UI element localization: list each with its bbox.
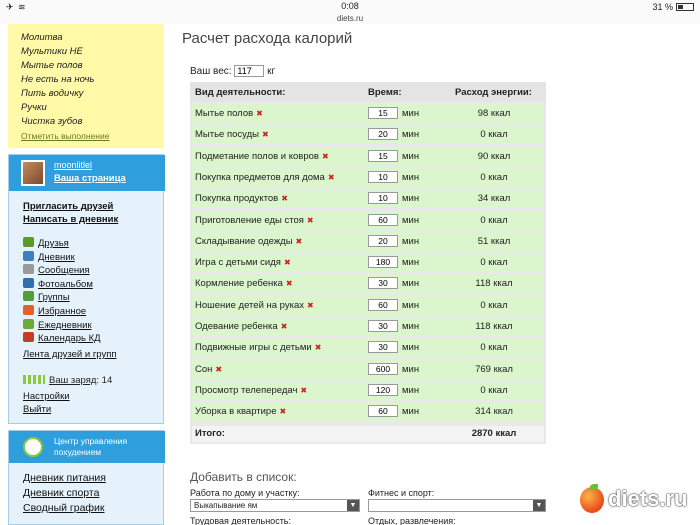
kcal-cell: 0 ккал <box>480 214 508 226</box>
menu-item[interactable] <box>23 237 69 249</box>
charge-indicator <box>23 375 112 386</box>
write-diary-link[interactable]: Написать в дневник <box>23 214 119 225</box>
menu-item-icon <box>23 264 34 274</box>
housework-label: Работа по дому и участку: <box>190 488 300 498</box>
activity-cell <box>195 342 321 353</box>
housework-selected: Выкапывание ям <box>194 501 258 510</box>
minutes-unit: мин <box>402 214 420 226</box>
kcal-cell: 51 ккал <box>477 235 511 247</box>
menu-item-label: Дневник <box>38 251 75 263</box>
calorie-table <box>190 82 546 444</box>
delete-icon[interactable]: ✖ <box>215 364 223 374</box>
col-time: Время: <box>368 87 402 98</box>
minutes-unit: мин <box>402 235 420 247</box>
task-item: Молитва <box>21 32 63 43</box>
minutes-unit: мин <box>402 193 420 205</box>
col-activity: Вид деятельности: <box>195 87 286 98</box>
activity-name: Одевание ребенка <box>195 321 278 332</box>
invite-friends-link[interactable]: Пригласить друзей <box>23 201 114 212</box>
activity-cell <box>195 215 314 226</box>
airplane-wifi-icon: ✈ ≋ <box>6 2 27 12</box>
kcal-cell: 0 ккал <box>480 299 508 311</box>
leisure-label: Отдых, развлечения: <box>368 516 456 525</box>
center-title: Центр управления похудением <box>54 436 128 457</box>
table-header <box>190 82 546 102</box>
minutes-input[interactable] <box>368 235 398 247</box>
table-row <box>192 104 544 123</box>
delete-icon[interactable]: ✖ <box>285 279 293 289</box>
activity-cell <box>195 321 287 332</box>
minutes-unit: мин <box>402 321 420 332</box>
minutes-unit: мин <box>402 257 420 269</box>
activity-cell <box>195 385 307 396</box>
menu-item[interactable] <box>23 305 86 317</box>
kcal-cell: 90 ккал <box>477 150 511 162</box>
table-row <box>192 296 544 315</box>
minutes-unit: мин <box>402 299 420 311</box>
page-title: Расчет расхода калорий <box>182 30 353 47</box>
menu-item-icon <box>23 305 34 315</box>
minutes-unit: мин <box>402 108 420 119</box>
minutes-unit: мин <box>402 342 420 354</box>
diets-logo <box>578 484 696 520</box>
kcal-cell: 0 ккал <box>480 342 508 354</box>
minutes-input[interactable] <box>368 214 398 226</box>
kcal-cell: 314 ккал <box>475 406 513 418</box>
feed-link[interactable]: Лента друзей и групп <box>23 349 117 360</box>
minutes-unit: мин <box>402 363 420 375</box>
delete-icon[interactable]: ✖ <box>314 343 322 353</box>
menu-item-label: Ежедневник <box>38 319 92 331</box>
total-value: 2870 ккал <box>471 428 517 439</box>
mark-done-link[interactable]: Отметить выполнение <box>21 131 110 141</box>
kcal-cell: 0 ккал <box>480 129 508 141</box>
activity-name: Мытье посуды <box>195 129 259 141</box>
weight-row <box>190 65 275 77</box>
table-row <box>192 232 544 251</box>
kcal-cell: 0 ккал <box>480 384 508 396</box>
activity-name: Подметание полов и ковров <box>195 150 319 162</box>
activity-name: Уборка в квартире <box>195 406 277 418</box>
kcal-cell: 118 ккал <box>475 321 513 332</box>
minutes-unit: мин <box>402 129 420 141</box>
table-row <box>192 274 544 293</box>
food-diary-link[interactable]: Дневник питания <box>23 472 106 484</box>
table-row <box>192 253 544 272</box>
kcal-cell: 769 ккал <box>475 363 513 375</box>
minutes-unit: мин <box>402 278 420 290</box>
menu-item-label: Сообщения <box>38 265 90 277</box>
minutes-unit: мин <box>402 150 420 162</box>
sport-diary-link[interactable]: Дневник спорта <box>23 487 100 499</box>
menu-item[interactable] <box>23 319 92 331</box>
task-item: Мультики НЕ <box>21 46 83 57</box>
work-label: Трудовая деятельность: <box>190 516 291 525</box>
table-row <box>192 402 544 421</box>
delete-icon[interactable]: ✖ <box>281 194 288 204</box>
minutes-input[interactable] <box>368 320 398 332</box>
housework-select[interactable] <box>190 499 360 512</box>
activity-cell <box>195 108 263 119</box>
summary-chart-link[interactable]: Сводный график <box>23 502 105 514</box>
delete-icon[interactable]: ✖ <box>256 109 263 118</box>
activity-name: Кормление ребенка <box>195 278 283 290</box>
activity-name: Ношение детей на руках <box>195 299 305 311</box>
menu-item-icon <box>23 237 34 247</box>
activity-cell <box>195 406 286 417</box>
kcal-cell: 34 ккал <box>477 193 511 205</box>
total-label: Итого: <box>195 428 225 439</box>
kcal-cell: 98 ккал <box>477 108 511 119</box>
table-row <box>192 360 544 379</box>
battery-status <box>652 2 694 12</box>
scale-icon <box>23 437 43 457</box>
add-to-list-heading: Добавить в список: <box>190 470 297 484</box>
minutes-input[interactable] <box>368 256 398 268</box>
activity-name: Складывание одежды <box>195 235 293 247</box>
avatar[interactable] <box>21 160 45 186</box>
minutes-input[interactable] <box>368 150 398 162</box>
weight-unit: кг <box>267 66 276 77</box>
delete-icon[interactable]: ✖ <box>307 300 314 310</box>
apple-icon <box>580 487 604 513</box>
task-item: Пить водичку <box>21 88 84 99</box>
minutes-input[interactable] <box>368 107 398 119</box>
activity-name: Мытье полов <box>195 108 254 119</box>
user-header <box>9 155 165 191</box>
activity-name: Приготовление еды стоя <box>195 214 304 226</box>
weight-input[interactable] <box>234 65 264 77</box>
activity-cell <box>195 151 329 162</box>
kcal-cell: 0 ккал <box>480 257 508 269</box>
menu-item-label: Фотоальбом <box>38 278 93 290</box>
logo-text: diets.ru <box>608 486 688 511</box>
center-header <box>9 431 165 463</box>
activity-cell <box>195 172 335 183</box>
menu-item-label: Календарь КД <box>38 333 101 345</box>
leaf-icon <box>590 484 598 490</box>
charge-link[interactable]: Ваш заряд <box>49 375 97 386</box>
clock: 0:08 <box>341 1 359 11</box>
weightloss-center-panel <box>8 430 164 525</box>
delete-icon[interactable]: ✖ <box>283 258 291 268</box>
menu-item-icon <box>23 278 34 288</box>
status-bar <box>0 0 700 14</box>
minutes-input[interactable] <box>368 405 398 417</box>
menu-item-label: Избранное <box>38 306 87 317</box>
settings-link[interactable]: Настройки <box>23 391 70 402</box>
my-page-link[interactable]: Ваша страница <box>54 173 126 184</box>
table-row <box>192 189 544 208</box>
table-row <box>192 338 544 357</box>
minutes-input[interactable] <box>368 384 398 396</box>
menu-item-label: Группы <box>38 292 70 304</box>
delete-icon[interactable]: ✖ <box>261 130 269 140</box>
activity-name: Игра с детьми сидя <box>195 257 281 269</box>
table-row <box>192 381 544 400</box>
total-row <box>192 426 544 442</box>
battery-percent: 31 % <box>652 2 673 12</box>
minutes-input[interactable] <box>368 277 398 289</box>
delete-icon[interactable]: ✖ <box>306 215 314 225</box>
user-panel <box>8 154 164 424</box>
fitness-label: Фитнес и спорт: <box>368 488 435 498</box>
minutes-input[interactable] <box>368 299 398 311</box>
minutes-input[interactable] <box>368 192 398 204</box>
kcal-cell: 0 ккал <box>480 171 508 183</box>
menu-item-label: Друзья <box>38 238 69 249</box>
menu-item-icon <box>23 319 34 329</box>
delete-icon[interactable]: ✖ <box>327 172 335 182</box>
task-item: Мытье полов <box>21 60 83 71</box>
activity-cell <box>195 300 314 311</box>
activity-name: Покупка предметов для дома <box>195 171 325 183</box>
menu-item-icon <box>23 251 34 261</box>
delete-icon[interactable]: ✖ <box>295 236 303 246</box>
minutes-unit: мин <box>402 384 420 396</box>
username-link[interactable]: moonlitlel <box>54 160 93 170</box>
url-bar[interactable]: diets.ru <box>0 14 700 24</box>
fitness-select[interactable] <box>368 499 546 512</box>
tasks-panel <box>8 24 164 148</box>
menu-item[interactable] <box>23 332 101 344</box>
minutes-input[interactable] <box>368 341 398 353</box>
task-item: Ручки <box>21 102 47 113</box>
col-energy: Расход энергии: <box>455 87 532 98</box>
battery-bars-icon <box>23 375 45 384</box>
menu-item[interactable] <box>23 291 70 303</box>
menu-item-icon <box>23 291 34 301</box>
minutes-unit: мин <box>402 171 420 183</box>
minutes-input[interactable] <box>368 363 398 375</box>
kcal-cell: 118 ккал <box>475 278 513 290</box>
activity-cell <box>195 257 291 268</box>
activity-name: Сон <box>195 363 213 375</box>
menu-item[interactable] <box>23 264 90 276</box>
table-row <box>192 211 544 230</box>
menu-item-icon <box>23 332 34 342</box>
activity-cell <box>195 236 302 247</box>
logout-link[interactable]: Выйти <box>23 404 52 415</box>
menu-item[interactable] <box>23 251 75 263</box>
charge-value: : 14 <box>96 375 113 386</box>
activity-cell <box>195 129 269 140</box>
activity-name: Покупка продуктов <box>195 193 279 205</box>
table-row <box>192 147 544 166</box>
table-row <box>192 317 544 336</box>
weight-label: Ваш вес: <box>190 66 232 77</box>
delete-icon[interactable]: ✖ <box>279 407 287 417</box>
activity-cell <box>195 278 293 289</box>
delete-icon[interactable]: ✖ <box>321 151 329 161</box>
chevron-down-icon: ▼ <box>533 500 545 511</box>
activity-name: Просмотр телепередач <box>195 384 298 396</box>
table-row <box>192 125 544 144</box>
activity-name: Подвижные игры с детьми <box>195 342 312 354</box>
minutes-input[interactable] <box>368 128 398 140</box>
menu-item[interactable] <box>23 278 93 290</box>
task-item: Не есть на ночь <box>21 74 95 85</box>
table-row <box>192 168 544 187</box>
delete-icon[interactable]: ✖ <box>280 322 288 331</box>
activity-cell <box>195 193 288 204</box>
task-item: Чистка зубов <box>21 116 83 127</box>
delete-icon[interactable]: ✖ <box>300 385 308 395</box>
minutes-input[interactable] <box>368 171 398 183</box>
minutes-unit: мин <box>402 406 420 418</box>
chevron-down-icon: ▼ <box>347 500 359 511</box>
activity-cell <box>195 364 222 375</box>
battery-icon <box>676 3 694 11</box>
